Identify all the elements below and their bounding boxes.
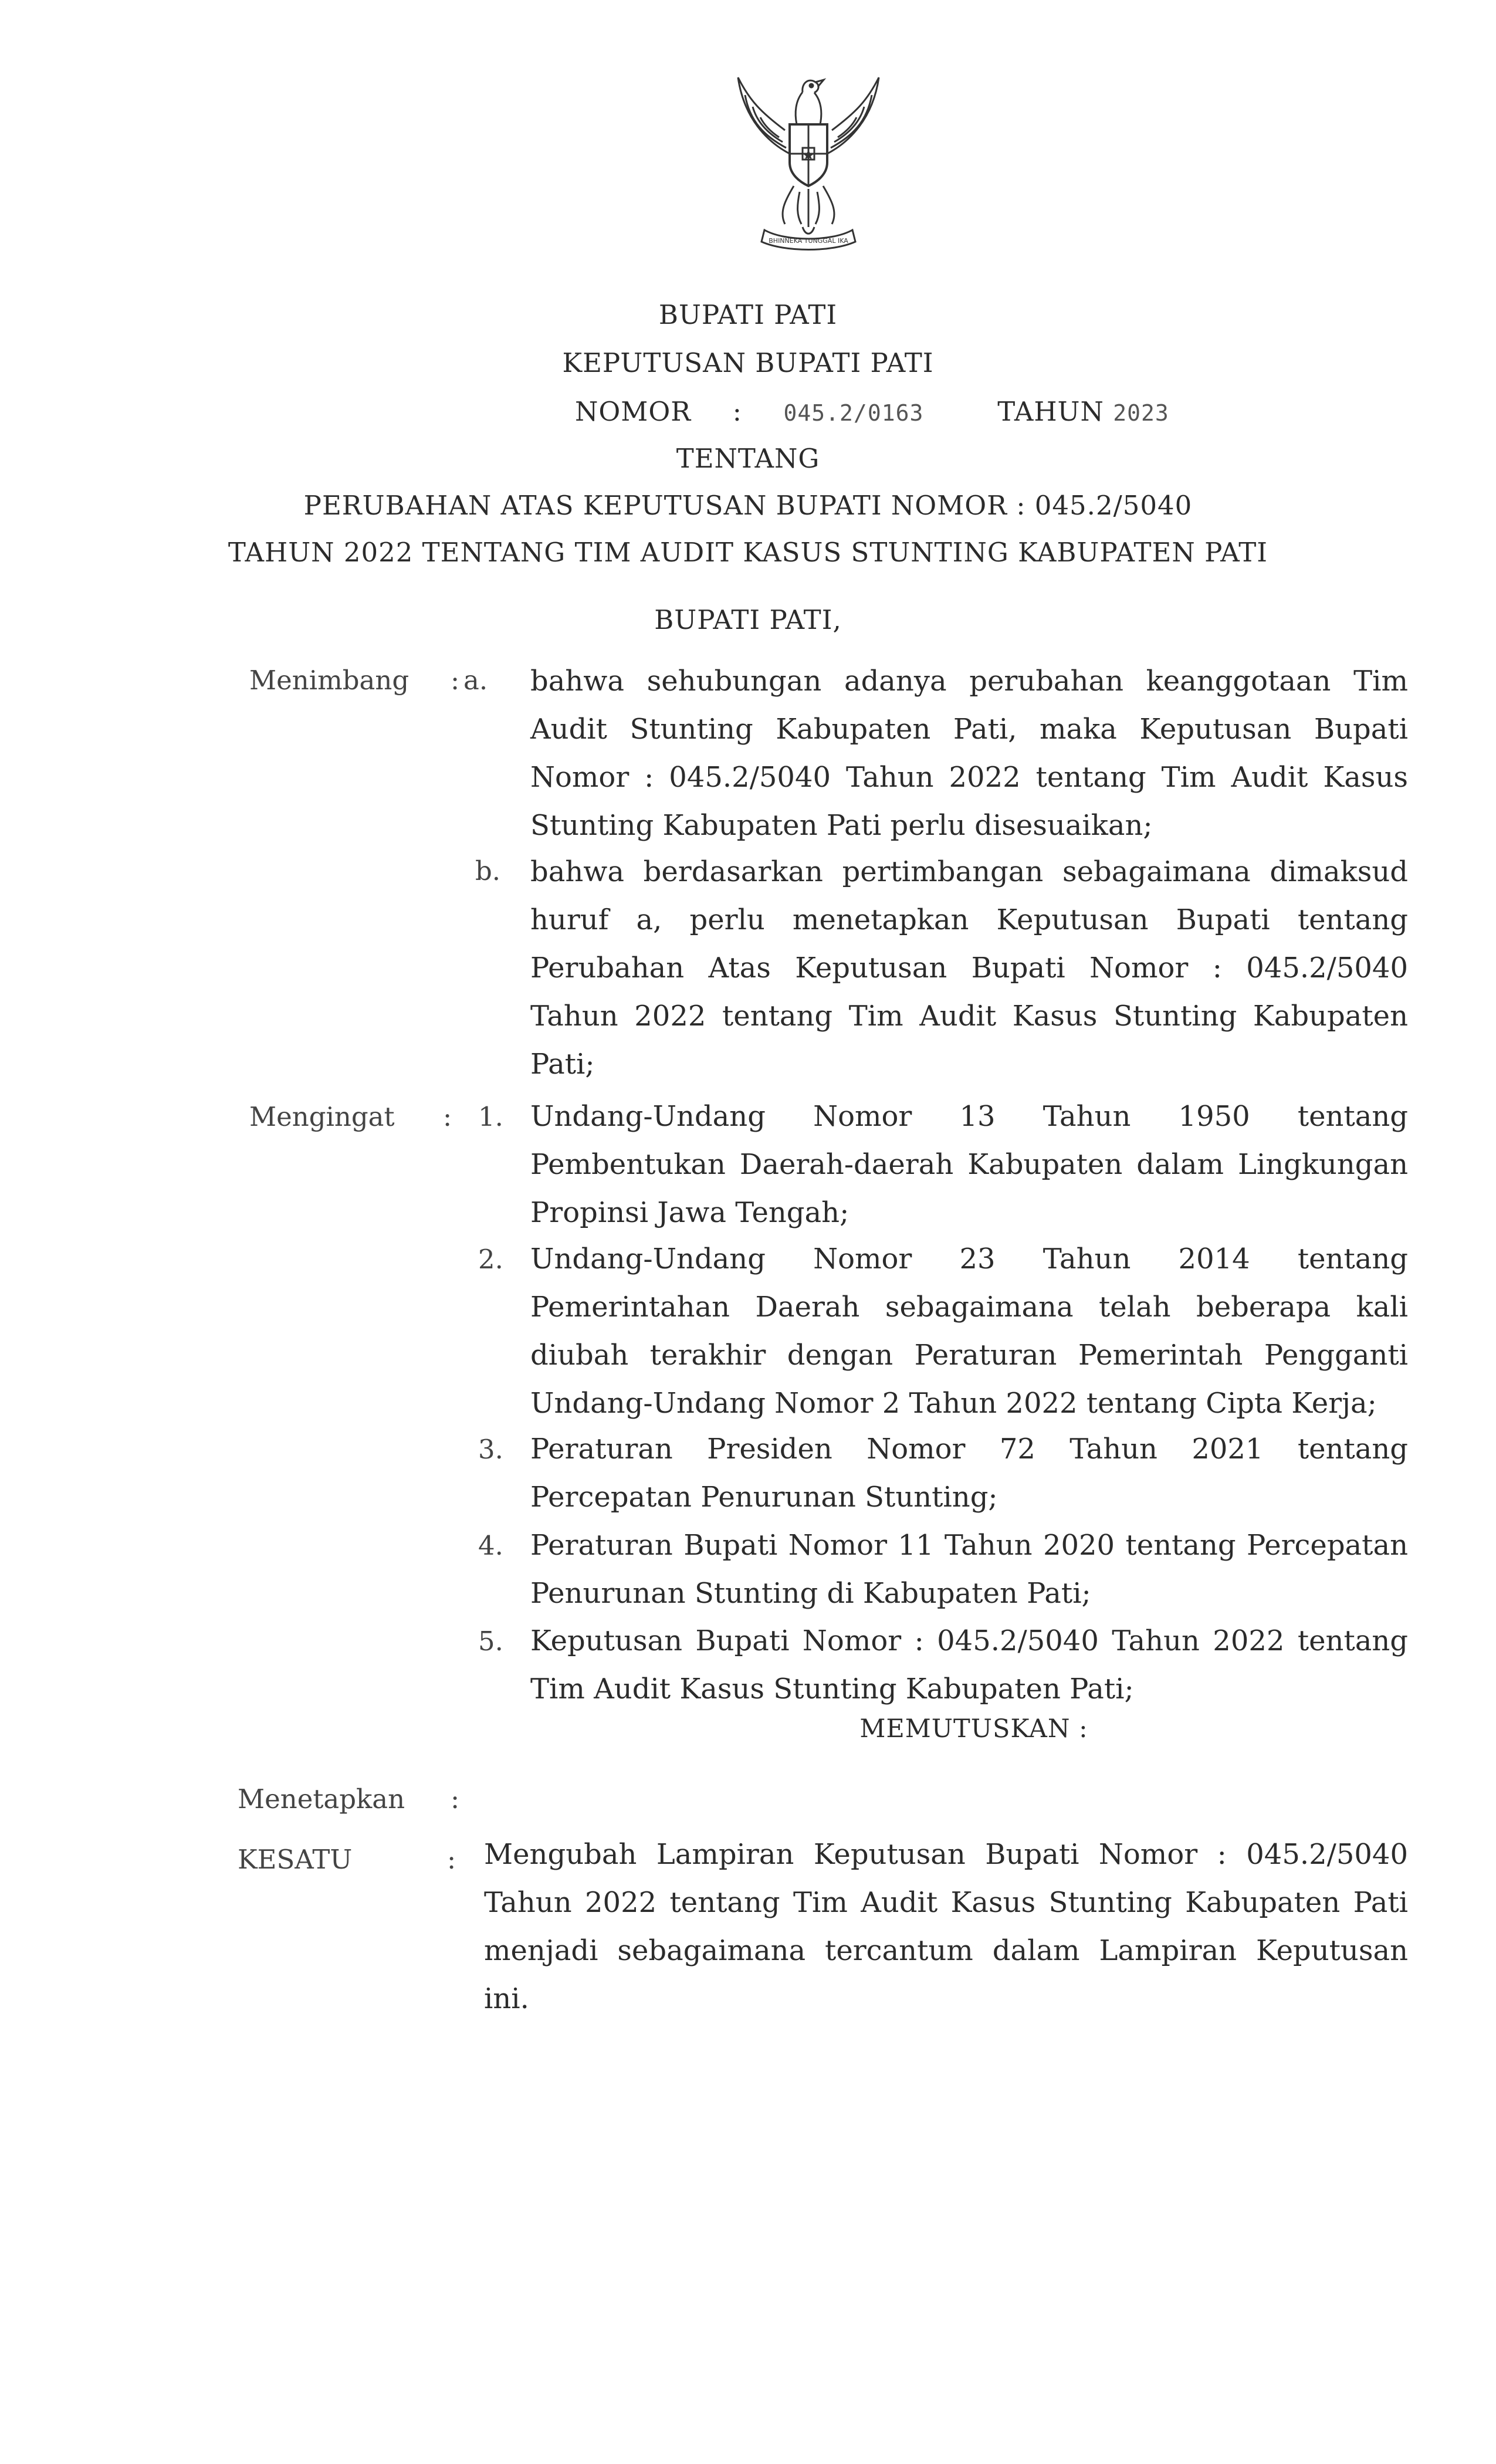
menimbang-marker-b: b. (475, 855, 501, 886)
mengingat-marker-1: 1. (478, 1101, 503, 1132)
emblem-motto: BHINNEKA TUNGGAL IKA (769, 237, 848, 245)
nomor-colon: : (732, 396, 742, 427)
issuer-heading: BUPATI PATI, (654, 604, 842, 635)
mengingat-item-3: Peraturan Presiden Nomor 72 Tahun 2021 tentang Percepatan Penurunan Stunting; (530, 1433, 1408, 1514)
memutuskan-heading: MEMUTUSKAN : (859, 1714, 1088, 1744)
mengingat-marker-3: 3. (478, 1434, 503, 1465)
subject-line-1: PERUBAHAN ATAS KEPUTUSAN BUPATI NOMOR : 045.2/5040 (303, 490, 1193, 521)
subject-line-2: TAHUN 2022 TENTANG TIM AUDIT KASUS STUNTING KABUPATEN PATI (228, 537, 1268, 568)
garuda-emblem-icon (720, 66, 896, 259)
mengingat-label: Mengingat (249, 1101, 395, 1132)
office-title: BUPATI PATI (658, 299, 838, 330)
mengingat-item-2: Undang-Undang Nomor 23 Tahun 2014 tentang Pemerintahan Daerah sebagaimana telah beberapa kali diubah terakhir dengan Peraturan Pemerintah Pengganti Undang-Undang Nomor 2 Tahun 2022 tentang Cipta Kerja; (530, 1243, 1408, 1420)
mengingat-item-4: Peraturan Bupati Nomor 11 Tahun 2020 tentang Percepatan Penurunan Stunting di Kabupaten Pati; (530, 1529, 1408, 1610)
decree-title: KEPUTUSAN BUPATI PATI (562, 347, 934, 378)
decree-number-line (575, 396, 1169, 427)
nomor-label: NOMOR (575, 396, 692, 427)
tahun-value: 2023 (1113, 400, 1169, 426)
nomor-value: 045.2/0163 (783, 400, 924, 426)
menetapkan-colon: : (451, 1783, 460, 1815)
mengingat-marker-2: 2. (478, 1244, 503, 1275)
menimbang-marker-a: a. (463, 665, 488, 696)
menimbang-item-b: bahwa berdasarkan pertimbangan sebagaimana dimaksud huruf a, perlu menetapkan Keputusan Bupati tentang Perubahan Atas Keputusan Bupati Nomor : 045.2/5040 Tahun 2022 tentang Tim Audit Kasus Stunting Kabupaten Pati; (530, 855, 1408, 1081)
kesatu-colon: : (447, 1844, 456, 1875)
menimbang-item-a: bahwa sehubungan adanya perubahan keanggotaan Tim Audit Stunting Kabupaten Pati, maka Keputusan Bupati Nomor : 045.2/5040 Tahun 2022 tentang Tim Audit Kasus Stunting Kabupaten Pati perlu disesuaikan; (530, 665, 1408, 842)
mengingat-marker-4: 4. (478, 1530, 503, 1561)
menetapkan-label: Menetapkan (238, 1783, 405, 1815)
menimbang-label: Menimbang (249, 665, 409, 696)
mengingat-colon: : (443, 1101, 452, 1132)
menimbang-colon: : (451, 665, 460, 696)
mengingat-item-5: Keputusan Bupati Nomor : 045.2/5040 Tahun 2022 tentang Tim Audit Kasus Stunting Kabupaten Pati; (530, 1624, 1408, 1705)
tahun-label: TAHUN (997, 396, 1104, 427)
mengingat-item-1: Undang-Undang Nomor 13 Tahun 1950 tentang Pembentukan Daerah-daerah Kabupaten dalam Lingkungan Propinsi Jawa Tengah; (530, 1100, 1408, 1229)
kesatu-label: KESATU (238, 1844, 353, 1875)
tentang-heading: TENTANG (676, 443, 820, 474)
mengingat-marker-5: 5. (478, 1626, 503, 1657)
kesatu-text: Mengubah Lampiran Keputusan Bupati Nomor : 045.2/5040 Tahun 2022 tentang Tim Audit Kasus Stunting Kabupaten Pati menjadi sebagaimana tercantum dalam Lampiran Keputusan ini. (484, 1838, 1408, 2015)
